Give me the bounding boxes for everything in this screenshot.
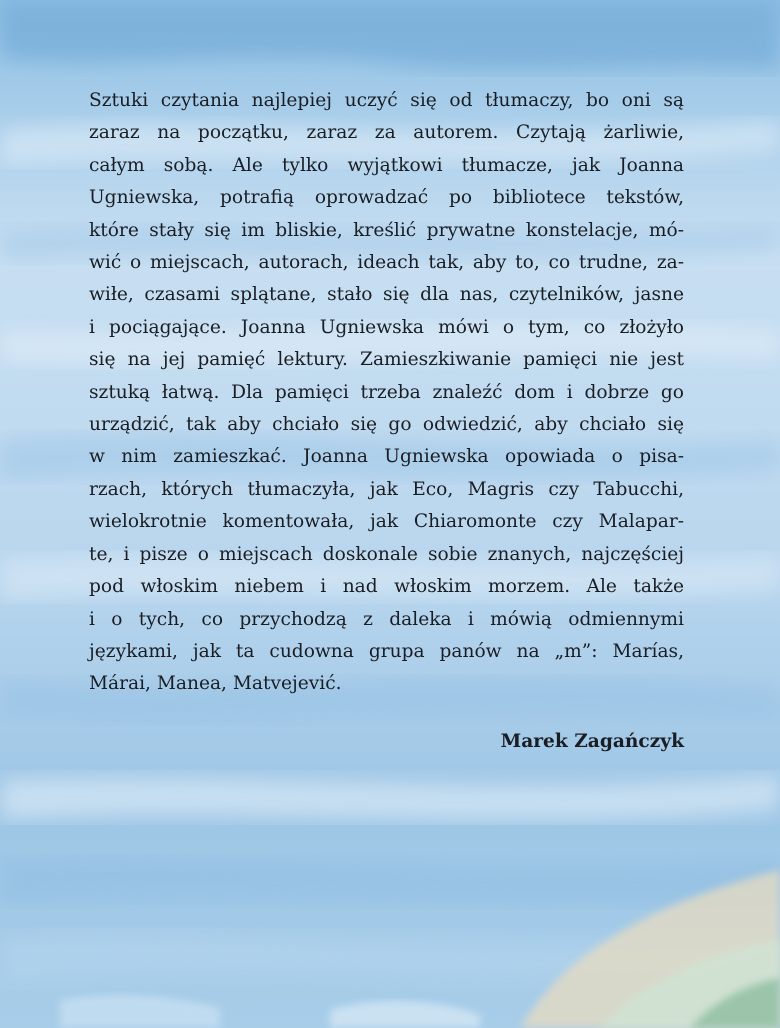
blurb-line: urządzić, tak aby chciało się go odwiedzić, aby chciało się	[89, 414, 684, 436]
author-signature: Marek Zagańczyk	[500, 731, 684, 752]
blurb-line: Ugniewska, potrafią oprowadzać po bibliotece tekstów,	[89, 187, 684, 209]
blurb-line: zaraz na początku, zaraz za autorem. Czytają żarliwie,	[89, 122, 684, 144]
blurb-line: się na jej pamięć lektury. Zamieszkiwanie pamięci nie jest	[89, 349, 684, 371]
blurb-line: wiłe, czasami splątane, stało się dla nas, czytelników, jasne	[89, 284, 684, 306]
blurb-line: te, i pisze o miejscach doskonale sobie znanych, najczęściej	[89, 543, 684, 565]
blurb-line: wielokrotnie komentowała, jak Chiaromonte czy Malapar-	[89, 511, 684, 533]
blurb-line: i pociągające. Joanna Ugniewska mówi o tym, co złożyło	[89, 316, 684, 338]
blurb-paragraph	[89, 85, 684, 701]
blurb-line: które stały się im bliskie, kreślić prywatne konstelacje, mó-	[89, 219, 684, 241]
blurb-line: w nim zamieszkać. Joanna Ugniewska opowiada o pisa-	[89, 446, 684, 468]
blurb-line: wić o miejscach, autorach, ideach tak, aby to, co trudne, za-	[89, 252, 684, 274]
blurb-line: Márai, Manea, Matvejević.	[89, 673, 342, 695]
blurb-line: językami, jak ta cudowna grupa panów na „m”: Marías,	[89, 640, 684, 662]
blurb-text	[89, 85, 684, 701]
blurb-line: całym sobą. Ale tylko wyjątkowi tłumacze, jak Joanna	[89, 154, 684, 176]
blurb-line: rzach, których tłumaczyła, jak Eco, Magris czy Tabucchi,	[89, 478, 684, 500]
blurb-line: Sztuki czytania najlepiej uczyć się od tłumaczy, bo oni są	[89, 90, 684, 111]
blurb-line: sztuką łatwą. Dla pamięci trzeba znaleźć dom i dobrze go	[89, 381, 684, 403]
blurb-line: i o tych, co przychodzą z daleka i mówią odmiennymi	[89, 608, 684, 630]
blurb-line: pod włoskim niebem i nad włoskim morzem. Ale także	[89, 576, 684, 598]
